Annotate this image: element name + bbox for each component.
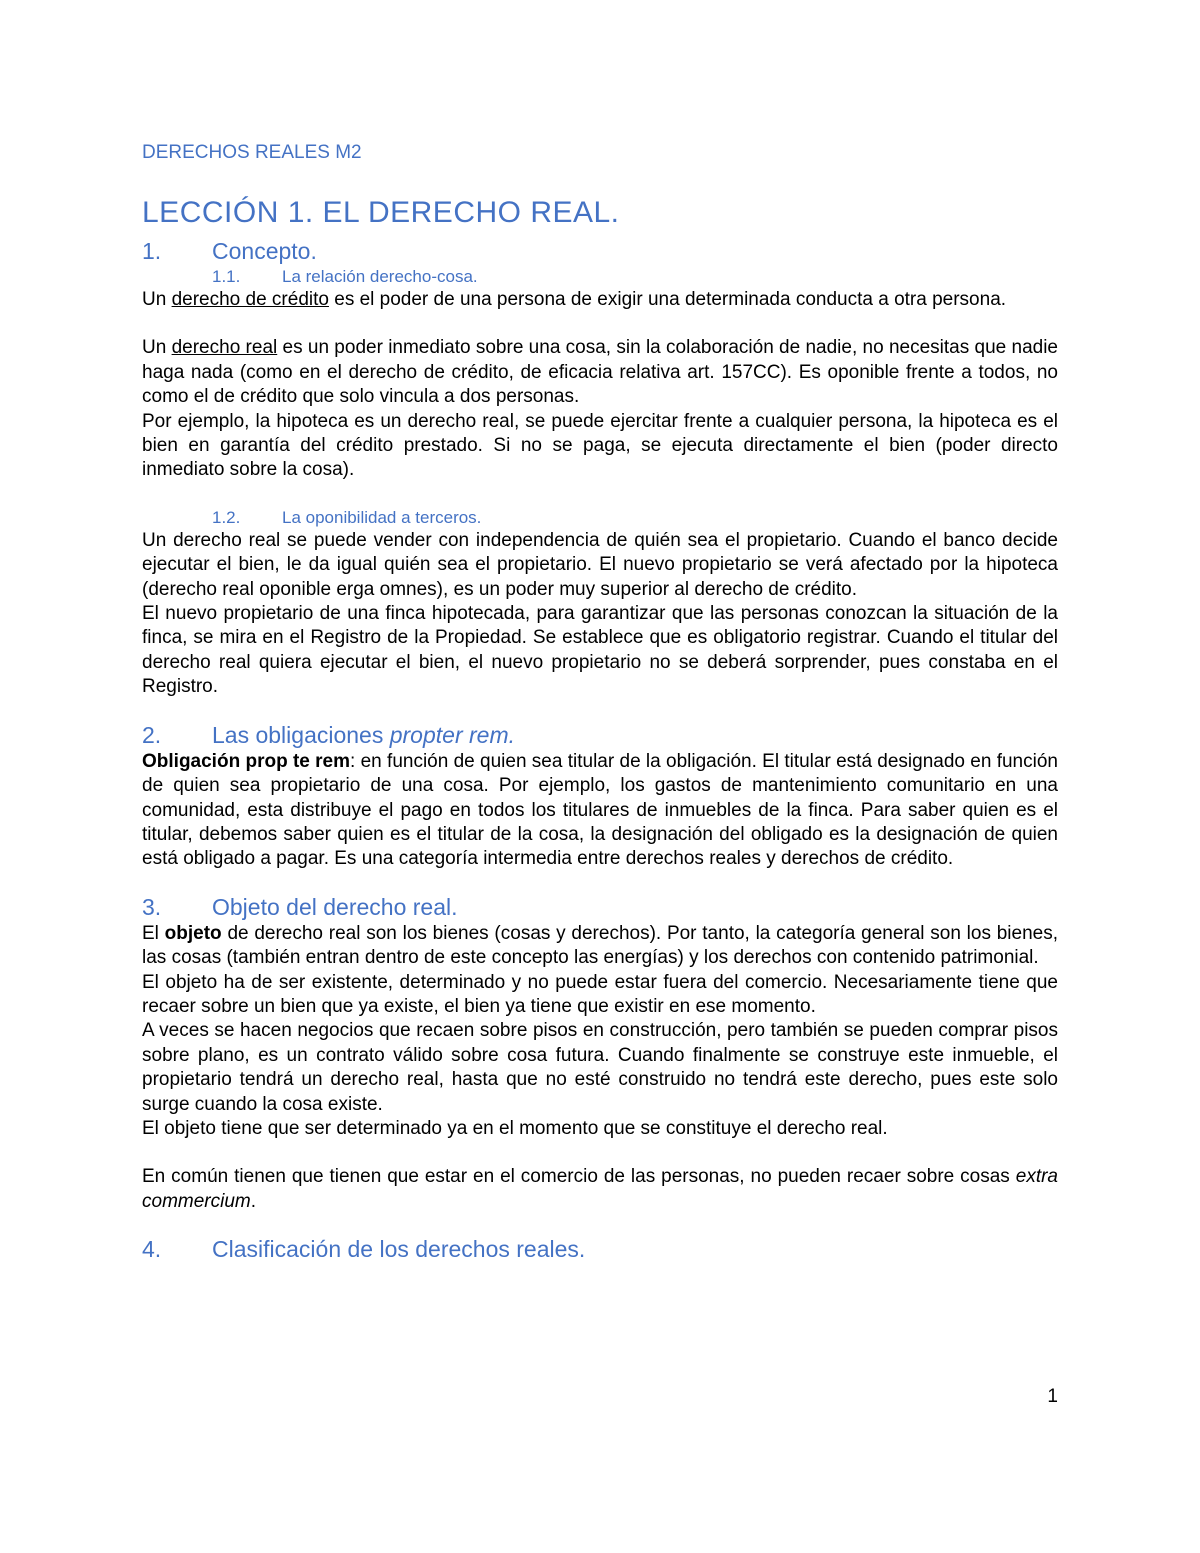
section-1-title: Concepto. (212, 238, 317, 264)
section-4-heading (142, 1234, 1058, 1264)
paragraph-determined: El objeto tiene que ser determinado ya en el momento que se constituye el derecho real. (142, 1117, 888, 1139)
section-4-title: Clasificación de los derechos reales. (212, 1236, 586, 1263)
section-1-heading (142, 236, 1058, 266)
section-2-title: Las obligaciones propter rem. (212, 721, 515, 748)
section-2-heading (142, 720, 1058, 750)
paragraph-commerce: En común tienen que tienen que estar en el comercio de las personas, no pueden recaer sobre cosas extra commercium. (142, 1166, 1058, 1212)
paragraph-propter-rem: Obligación prop te rem: en función de quien sea titular de la obligación. El titular está designado en función de quien sea propietario de una cosa. Por ejemplo, los gastos de mantenimiento comunitario en una comunidad, esta distribuye el pago en todos los titulares de inmuebles de la finca. Para saber quien es el titular, debemos saber quien es el titular de la cosa, la designación del obligado es la designación de quien está obligado a pagar. Es una categoría intermedia entre derechos reales y derechos de crédito. (142, 750, 1058, 870)
paragraph-object: El objeto de derecho real son los bienes (cosas y derechos). Por tanto, la categoría general son los bienes, las cosas (también entran dentro de este concepto las energías) y los derechos con contenido patrimonial. (142, 922, 1058, 969)
term-objeto: objeto (164, 922, 222, 944)
paragraph-object-existing: El objeto ha de ser existente, determinado y no puede estar fuera del comercio. Necesariamente tiene que recaer sobre un bien que ya existe, el bien ya tiene que existir en ese momento. (142, 971, 1058, 1017)
term-obligacion-propter-rem: Obligación prop te rem (142, 750, 351, 772)
page-number: 1 (1047, 1386, 1058, 1407)
paragraph-real-right: Un derecho real es un poder inmediato sobre una cosa, sin la colaboración de nadie, no necesitas que nadie haga nada (como en el derecho de crédito, de eficacia relativa art. 157CC). Es oponible frente a todos, no como el de crédito que solo vincula a dos personas. (142, 337, 1059, 408)
lesson-title: LECCIÓN 1. EL DERECHO REAL. (142, 196, 620, 229)
paragraph-opponibility: Un derecho real se puede vender con independencia de quién sea el propietario. Cuando el banco decide ejecutar el bien, le da igual quién sea el propietario. El nuevo propietario se verá afectado por la hipoteca (derecho real oponible erga omnes), es un poder muy superior al derecho de crédito. (142, 529, 1058, 600)
section-3-number: 3. (142, 893, 162, 920)
document-header: DERECHOS REALES M2 (142, 142, 362, 163)
subsection-1-1-number: 1.1. (212, 267, 241, 286)
paragraph-mortgage-example: Por ejemplo, la hipoteca es un derecho real, se puede ejercitar frente a cualquier persona, la hipoteca es el bien en garantía del crédito prestado. Si no se paga, se ejecuta directamente el bien (poder directo inmediato sobre la cosa). (142, 410, 1058, 481)
subsection-1-1-heading (142, 266, 1058, 288)
section-2-number: 2. (142, 721, 162, 748)
paragraph-future-thing: A veces se hacen negocios que recaen sobre pisos en construcción, pero también se pueden comprar pisos sobre plano, es un contrato válido sobre cosa futura. Cuando finalmente se construye este inmueble, el propietario tendrá un derecho real, hasta que no esté construido no tendrá este derecho, pues este solo surge cuando la cosa existe. (142, 1020, 1058, 1115)
paragraph-credit-right: Un derecho de crédito es el poder de una persona de exigir una determinada conducta a otra persona. (142, 289, 1007, 310)
paragraph-registry: El nuevo propietario de una finca hipotecada, para garantizar que las personas conozcan la situación de la finca, se mira en el Registro de la Propiedad. Se establece que es obligatorio registrar. Cuando el titular del derecho real quiera ejecutar el bien, el nuevo propietario no se deberá sorprender, pues constaba en el Registro. (142, 603, 1058, 698)
subsection-1-2-heading (142, 507, 1058, 529)
section-4-number: 4. (142, 1236, 162, 1263)
term-derecho-real: derecho real (171, 337, 278, 359)
section-3-heading (142, 892, 1058, 922)
section-3-title: Objeto del derecho real. (212, 893, 458, 920)
section-1-number: 1. (142, 238, 162, 264)
subsection-1-2-number: 1.2. (212, 507, 241, 527)
subsection-1-2-title: La oponibilidad a terceros. (282, 507, 482, 527)
term-derecho-de-credito: derecho de crédito (171, 289, 329, 310)
subsection-1-1-title: La relación derecho-cosa. (282, 267, 478, 286)
term-extra-commercium: extra commercium (142, 1166, 1058, 1212)
